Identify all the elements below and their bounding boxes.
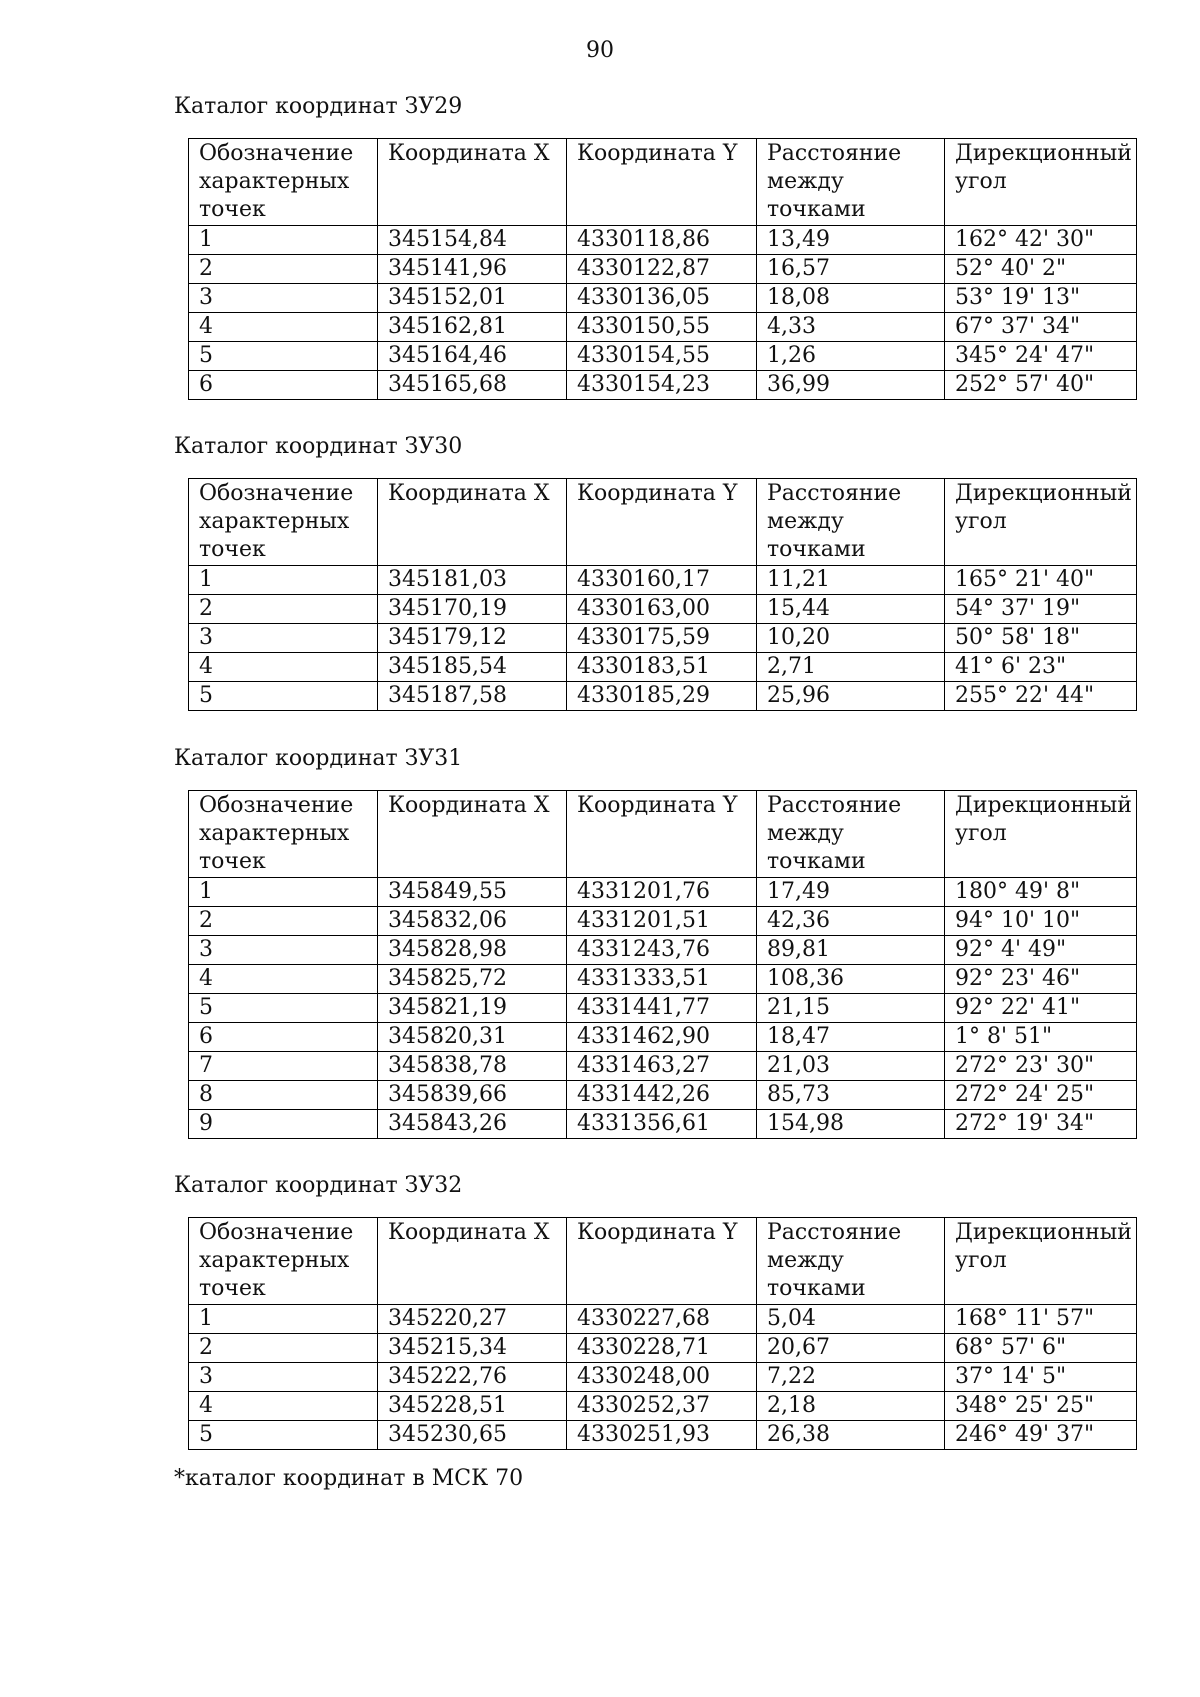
table-cell: 4330122,87	[567, 255, 757, 284]
catalog-section	[174, 434, 1134, 711]
table-row	[189, 255, 1137, 284]
table-cell: 3	[189, 284, 378, 313]
table-cell: 3	[189, 1363, 378, 1392]
table-cell: 348° 25' 25"	[945, 1392, 1137, 1421]
table-cell: 345164,46	[378, 342, 567, 371]
table-cell: 42,36	[757, 907, 945, 936]
table-row	[189, 936, 1137, 965]
table-row	[189, 595, 1137, 624]
table-cell: 3	[189, 624, 378, 653]
table-row	[189, 1081, 1137, 1110]
table-cell: 3	[189, 936, 378, 965]
table-cell: 4330150,55	[567, 313, 757, 342]
table-cell: 4330175,59	[567, 624, 757, 653]
table-cell: 246° 49' 37"	[945, 1421, 1137, 1450]
table-cell: 92° 4' 49"	[945, 936, 1137, 965]
table-cell: 345170,19	[378, 595, 567, 624]
table-cell: 4331462,90	[567, 1023, 757, 1052]
table-cell: 37° 14' 5"	[945, 1363, 1137, 1392]
table-cell: 4331441,77	[567, 994, 757, 1023]
table-cell: 1	[189, 566, 378, 595]
column-header: Дирекционный угол	[945, 139, 1137, 226]
table-cell: 1	[189, 878, 378, 907]
column-header: Координата Y	[567, 791, 757, 878]
table-cell: 36,99	[757, 371, 945, 400]
table-cell: 345832,06	[378, 907, 567, 936]
table-cell: 4	[189, 1392, 378, 1421]
table-cell: 5	[189, 994, 378, 1023]
table-cell: 5	[189, 682, 378, 711]
column-header: Координата Y	[567, 1218, 757, 1305]
column-header: Расстояние между точками	[757, 1218, 945, 1305]
table-cell: 1° 8' 51"	[945, 1023, 1137, 1052]
table-cell: 2	[189, 907, 378, 936]
column-header: Дирекционный угол	[945, 479, 1137, 566]
catalog-section	[174, 94, 1134, 400]
table-cell: 345141,96	[378, 255, 567, 284]
table-cell: 108,36	[757, 965, 945, 994]
table-header-row	[189, 139, 1137, 226]
table-cell: 4331243,76	[567, 936, 757, 965]
table-cell: 6	[189, 371, 378, 400]
footnote: *каталог координат в МСК 70	[174, 1466, 524, 1491]
table-cell: 345185,54	[378, 653, 567, 682]
table-cell: 345843,26	[378, 1110, 567, 1139]
table-cell: 2,18	[757, 1392, 945, 1421]
table-cell: 2	[189, 1334, 378, 1363]
coordinates-table	[188, 478, 1137, 711]
table-row	[189, 371, 1137, 400]
table-cell: 9	[189, 1110, 378, 1139]
column-header: Координата X	[378, 139, 567, 226]
column-header: Координата Y	[567, 139, 757, 226]
table-cell: 4331333,51	[567, 965, 757, 994]
table-cell: 345165,68	[378, 371, 567, 400]
table-cell: 52° 40' 2"	[945, 255, 1137, 284]
table-cell: 26,38	[757, 1421, 945, 1450]
table-row	[189, 1305, 1137, 1334]
table-cell: 4330118,86	[567, 226, 757, 255]
table-cell: 345820,31	[378, 1023, 567, 1052]
table-cell: 4330248,00	[567, 1363, 757, 1392]
table-cell: 41° 6' 23"	[945, 653, 1137, 682]
catalog-title: Каталог координат ЗУ30	[174, 434, 463, 459]
table-cell: 4330154,55	[567, 342, 757, 371]
table-cell: 272° 23' 30"	[945, 1052, 1137, 1081]
table-cell: 94° 10' 10"	[945, 907, 1137, 936]
table-cell: 345181,03	[378, 566, 567, 595]
column-header: Координата X	[378, 1218, 567, 1305]
table-cell: 4330183,51	[567, 653, 757, 682]
table-cell: 2	[189, 595, 378, 624]
catalog-title: Каталог координат ЗУ29	[174, 94, 463, 119]
table-cell: 345220,27	[378, 1305, 567, 1334]
table-cell: 345821,19	[378, 994, 567, 1023]
table-row	[189, 1052, 1137, 1081]
table-cell: 4330136,05	[567, 284, 757, 313]
table-cell: 54° 37' 19"	[945, 595, 1137, 624]
column-header: Расстояние между точками	[757, 139, 945, 226]
table-row	[189, 1392, 1137, 1421]
table-row	[189, 342, 1137, 371]
table-cell: 1,26	[757, 342, 945, 371]
table-cell: 4330251,93	[567, 1421, 757, 1450]
table-cell: 89,81	[757, 936, 945, 965]
table-cell: 16,57	[757, 255, 945, 284]
table-row	[189, 284, 1137, 313]
column-header: Координата X	[378, 479, 567, 566]
column-header: Координата Y	[567, 479, 757, 566]
table-cell: 4331201,76	[567, 878, 757, 907]
table-cell: 8	[189, 1081, 378, 1110]
table-row	[189, 965, 1137, 994]
column-header: Дирекционный угол	[945, 791, 1137, 878]
table-cell: 345152,01	[378, 284, 567, 313]
column-header: Обозначение характерных точек	[189, 139, 378, 226]
table-cell: 165° 21' 40"	[945, 566, 1137, 595]
table-cell: 4330227,68	[567, 1305, 757, 1334]
table-cell: 345838,78	[378, 1052, 567, 1081]
table-cell: 345162,81	[378, 313, 567, 342]
table-cell: 4331463,27	[567, 1052, 757, 1081]
table-cell: 1	[189, 1305, 378, 1334]
table-cell: 5	[189, 1421, 378, 1450]
column-header: Расстояние между точками	[757, 479, 945, 566]
table-row	[189, 1023, 1137, 1052]
table-row	[189, 624, 1137, 653]
table-cell: 10,20	[757, 624, 945, 653]
table-cell: 2	[189, 255, 378, 284]
table-cell: 4331356,61	[567, 1110, 757, 1139]
catalog-section	[174, 1173, 1134, 1450]
column-header: Обозначение характерных точек	[189, 479, 378, 566]
catalog-title: Каталог координат ЗУ31	[174, 746, 463, 771]
catalog-title: Каталог координат ЗУ32	[174, 1173, 463, 1198]
table-cell: 4330228,71	[567, 1334, 757, 1363]
table-cell: 4330252,37	[567, 1392, 757, 1421]
table-cell: 154,98	[757, 1110, 945, 1139]
table-cell: 180° 49' 8"	[945, 878, 1137, 907]
table-row	[189, 313, 1137, 342]
table-cell: 68° 57' 6"	[945, 1334, 1137, 1363]
table-cell: 1	[189, 226, 378, 255]
coordinates-table	[188, 1217, 1137, 1450]
table-cell: 345825,72	[378, 965, 567, 994]
table-row	[189, 878, 1137, 907]
table-cell: 18,08	[757, 284, 945, 313]
table-cell: 162° 42' 30"	[945, 226, 1137, 255]
table-cell: 53° 19' 13"	[945, 284, 1137, 313]
table-cell: 7	[189, 1052, 378, 1081]
table-header-row	[189, 479, 1137, 566]
table-cell: 4331442,26	[567, 1081, 757, 1110]
table-cell: 5,04	[757, 1305, 945, 1334]
table-cell: 168° 11' 57"	[945, 1305, 1137, 1334]
table-cell: 4331201,51	[567, 907, 757, 936]
table-cell: 50° 58' 18"	[945, 624, 1137, 653]
table-cell: 4330185,29	[567, 682, 757, 711]
table-row	[189, 1334, 1137, 1363]
table-cell: 345828,98	[378, 936, 567, 965]
table-cell: 4	[189, 313, 378, 342]
table-cell: 92° 23' 46"	[945, 965, 1137, 994]
column-header: Обозначение характерных точек	[189, 1218, 378, 1305]
table-row	[189, 1421, 1137, 1450]
table-cell: 255° 22' 44"	[945, 682, 1137, 711]
table-cell: 15,44	[757, 595, 945, 624]
table-row	[189, 907, 1137, 936]
column-header: Обозначение характерных точек	[189, 791, 378, 878]
table-row	[189, 566, 1137, 595]
table-cell: 4	[189, 965, 378, 994]
table-header-row	[189, 791, 1137, 878]
table-header-row	[189, 1218, 1137, 1305]
table-cell: 2,71	[757, 653, 945, 682]
table-cell: 4,33	[757, 313, 945, 342]
table-cell: 67° 37' 34"	[945, 313, 1137, 342]
column-header: Координата X	[378, 791, 567, 878]
table-cell: 18,47	[757, 1023, 945, 1052]
catalog-section	[174, 746, 1134, 1139]
table-cell: 345230,65	[378, 1421, 567, 1450]
table-cell: 5	[189, 342, 378, 371]
table-cell: 11,21	[757, 566, 945, 595]
table-cell: 13,49	[757, 226, 945, 255]
table-cell: 252° 57' 40"	[945, 371, 1137, 400]
table-cell: 4330154,23	[567, 371, 757, 400]
table-cell: 345839,66	[378, 1081, 567, 1110]
table-cell: 345° 24' 47"	[945, 342, 1137, 371]
table-cell: 92° 22' 41"	[945, 994, 1137, 1023]
coordinates-table	[188, 138, 1137, 400]
column-header: Расстояние между точками	[757, 791, 945, 878]
table-cell: 4330163,00	[567, 595, 757, 624]
table-cell: 85,73	[757, 1081, 945, 1110]
table-cell: 17,49	[757, 878, 945, 907]
table-cell: 6	[189, 1023, 378, 1052]
table-cell: 4	[189, 653, 378, 682]
table-cell: 345179,12	[378, 624, 567, 653]
table-cell: 345215,34	[378, 1334, 567, 1363]
table-cell: 20,67	[757, 1334, 945, 1363]
table-cell: 345849,55	[378, 878, 567, 907]
table-row	[189, 682, 1137, 711]
column-header: Дирекционный угол	[945, 1218, 1137, 1305]
page-number: 90	[586, 38, 614, 63]
table-row	[189, 994, 1137, 1023]
table-row	[189, 653, 1137, 682]
table-cell: 272° 19' 34"	[945, 1110, 1137, 1139]
table-cell: 21,03	[757, 1052, 945, 1081]
table-cell: 25,96	[757, 682, 945, 711]
table-cell: 345222,76	[378, 1363, 567, 1392]
table-cell: 21,15	[757, 994, 945, 1023]
table-row	[189, 1110, 1137, 1139]
table-cell: 272° 24' 25"	[945, 1081, 1137, 1110]
table-cell: 4330160,17	[567, 566, 757, 595]
table-cell: 345154,84	[378, 226, 567, 255]
table-cell: 7,22	[757, 1363, 945, 1392]
table-cell: 345228,51	[378, 1392, 567, 1421]
table-row	[189, 226, 1137, 255]
coordinates-table	[188, 790, 1137, 1139]
table-cell: 345187,58	[378, 682, 567, 711]
table-row	[189, 1363, 1137, 1392]
